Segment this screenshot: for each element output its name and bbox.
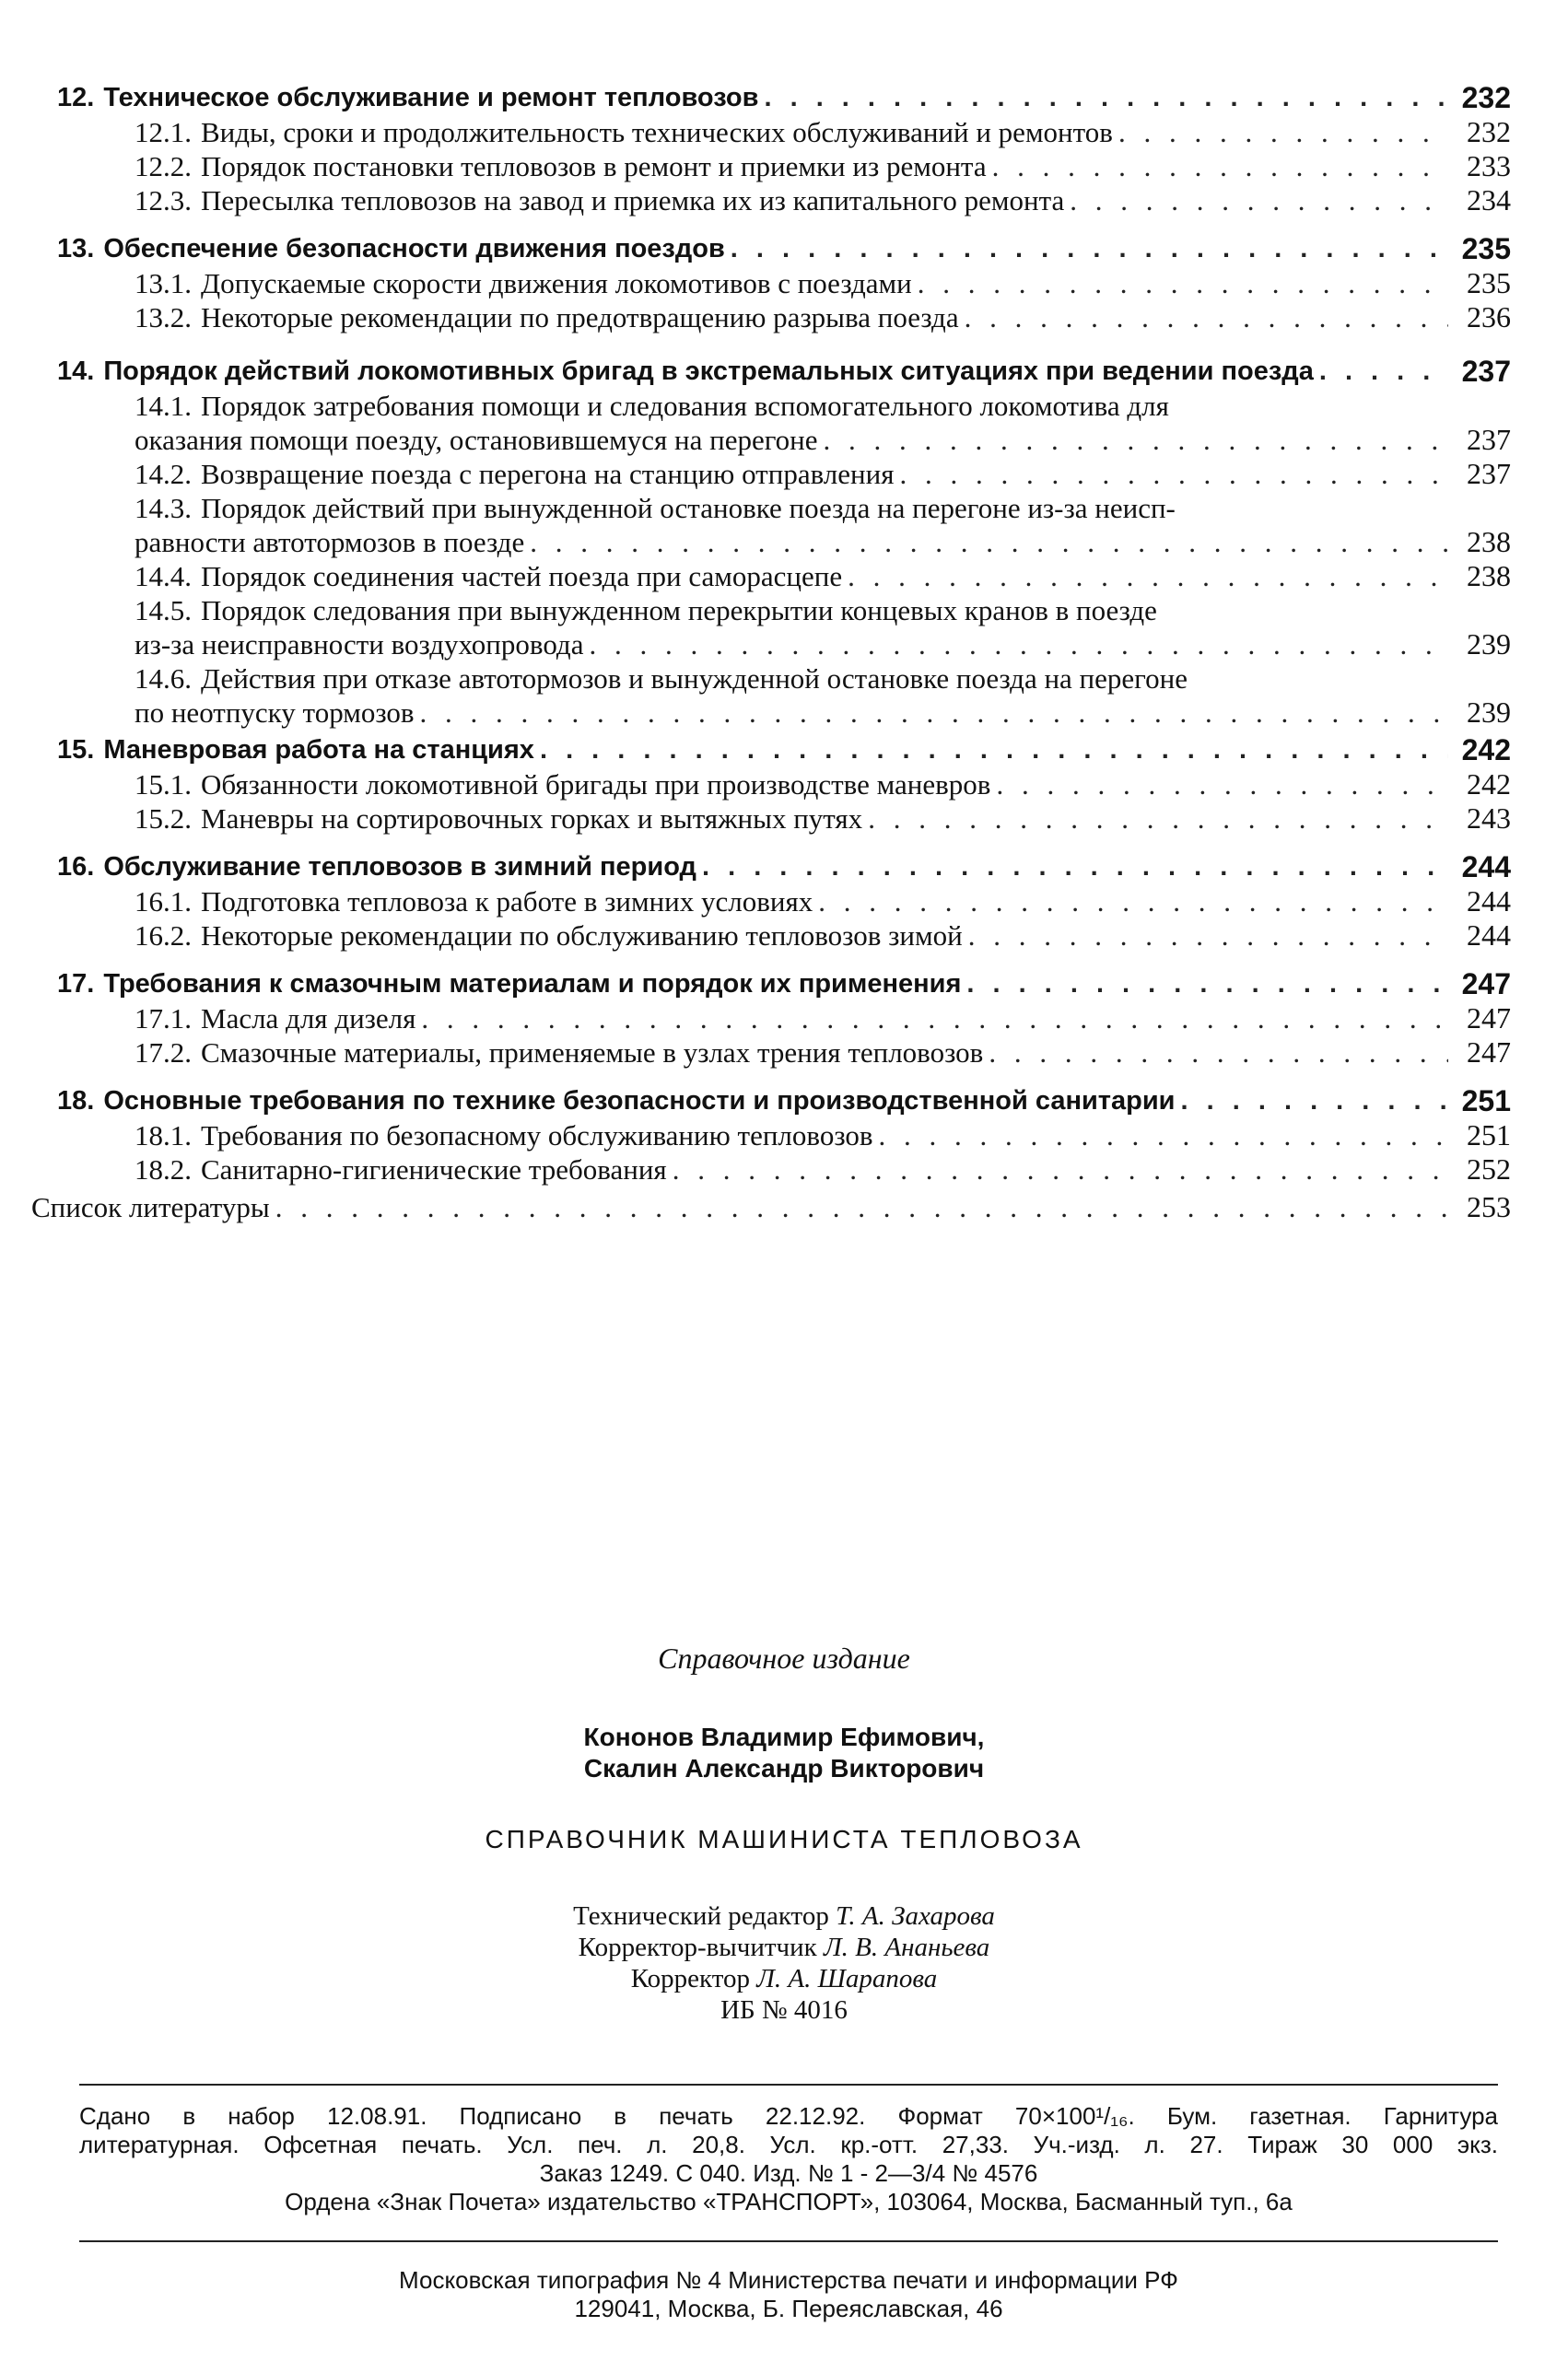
toc-item-16-2 [57, 918, 1511, 953]
toc-item-12-3 [57, 183, 1511, 217]
page-number: 235 [1461, 232, 1511, 265]
item-title: Некоторые рекомендации по предотвращению разрыва поезда [201, 301, 959, 333]
item-number: 14.2. [135, 458, 192, 490]
page-number: 239 [1467, 696, 1511, 729]
staff-name: Л. В. Ананьева [824, 1933, 990, 1962]
toc-chapter-17 [57, 967, 1511, 1001]
toc-item-14-4 [57, 559, 1511, 593]
page-number: 232 [1461, 81, 1511, 114]
item-number: 18.2. [135, 1153, 192, 1186]
author-2: Скалин Александр Викторович [583, 1754, 985, 1783]
staff-role: Технический редактор [573, 1901, 829, 1931]
item-number: 14.5. [135, 594, 192, 626]
leader-dots [1314, 355, 1448, 389]
toc-chapter-18 [57, 1084, 1511, 1118]
item-title: Допускаемые скорости движения локомотивов с поездами [201, 267, 912, 299]
item-title-line2: по неотпуску тормозов [135, 696, 415, 729]
leader-dots [963, 918, 1448, 953]
staff-name: Л. А. Шарапова [756, 1964, 938, 1993]
item-title-line2: из-за неисправности воздухопровода [135, 628, 584, 660]
item-number: 13.2. [135, 301, 192, 333]
item-title: Масла для дизеля [201, 1002, 416, 1035]
item-title-line1: Порядок действий при вынужденной остановке поезда на перегоне из-за неисп- [201, 492, 1176, 524]
item-number: 13.1. [135, 267, 192, 299]
staff-line [0, 1963, 1568, 1994]
item-number: 12.3. [135, 184, 192, 216]
printer-line-1: Московская типография № 4 Министерства печати и информации РФ [399, 2266, 1178, 2294]
chapter-number: 12. [57, 83, 95, 112]
item-number: 14.1. [135, 390, 192, 422]
page-number: 251 [1467, 1118, 1511, 1151]
page-number: 244 [1461, 850, 1511, 883]
toc-item-15-2 [57, 801, 1511, 836]
item-number: 17.1. [135, 1002, 192, 1035]
leader-dots [270, 1190, 1448, 1224]
leader-dots [1176, 1084, 1449, 1118]
imprint-line-2: литературная. Офсетная печать. Усл. печ. л. 20,8. Усл. кр.-отт. 27,33. Уч.-изд. л. 27. Тираж 30 000 экз. [79, 2131, 1498, 2158]
page-number: 237 [1467, 457, 1511, 490]
page-number: 252 [1467, 1152, 1511, 1186]
page-number: 251 [1461, 1084, 1511, 1117]
toc-literature [20, 1190, 1511, 1224]
toc-item-13-1 [57, 266, 1511, 300]
item-title: Возвращение поезда с перегона на станцию отправления [201, 458, 895, 490]
page-number: 242 [1461, 733, 1511, 766]
toc-item-14-3 [57, 491, 1511, 559]
item-number: 14.3. [135, 492, 192, 524]
leader-dots [583, 627, 1448, 661]
item-title: Смазочные материалы, применяемые в узлах трения тепловозов [201, 1036, 984, 1069]
toc-chapter-16 [57, 850, 1511, 884]
item-title: Маневры на сортировочных горках и вытяжных путях [201, 802, 863, 835]
page-number: 238 [1467, 559, 1511, 592]
item-number: 17.2. [135, 1036, 192, 1069]
item-title-line2: оказания помощи поезду, остановившемуся на перегоне [135, 424, 818, 456]
chapter-title: Обслуживание тепловозов в зимний период [103, 852, 696, 882]
leader-dots [818, 423, 1448, 457]
toc-chapter-13 [57, 232, 1511, 266]
page-number: 236 [1467, 300, 1511, 333]
item-number: 16.2. [135, 919, 192, 952]
leader-dots [1113, 115, 1448, 149]
leader-dots [696, 850, 1448, 884]
leader-dots [990, 767, 1448, 801]
chapter-number: 16. [57, 852, 95, 882]
page-number: 232 [1467, 115, 1511, 148]
chapter-title: Требования к смазочным материалам и порядок их применения [103, 969, 962, 999]
toc-chapter-15 [57, 733, 1511, 767]
page-number: 243 [1467, 801, 1511, 835]
page-number: 234 [1467, 183, 1511, 216]
leader-dots [894, 457, 1448, 491]
toc-item-13-2 [57, 300, 1511, 334]
toc-item-14-1 [57, 389, 1511, 457]
leader-dots [524, 525, 1448, 559]
item-title-line1: Порядок затребования помощи и следования вспомогательного локомотива для [201, 390, 1169, 422]
chapter-number: 13. [57, 234, 95, 263]
item-number: 15.2. [135, 802, 192, 835]
item-title: Некоторые рекомендации по обслуживанию тепловозов зимой [201, 919, 963, 952]
chapter-number: 17. [57, 969, 95, 999]
item-number: 14.4. [135, 560, 192, 592]
leader-dots [961, 967, 1448, 1001]
editorial-staff [0, 1900, 1568, 2026]
toc-item-15-1 [57, 767, 1511, 801]
imprint-line-3: Заказ 1249. С 040. Изд. № 1 - 2—3/4 № 4576 [539, 2159, 1038, 2187]
page-number: 247 [1467, 1001, 1511, 1035]
chapter-title: Порядок действий локомотивных бригад в экстремальных ситуациях при ведении поезда [103, 357, 1314, 386]
page-number: 253 [1467, 1190, 1511, 1223]
toc-item-18-2 [57, 1152, 1511, 1186]
leader-dots [1064, 183, 1448, 217]
chapter-title: Маневровая работа на станциях [103, 735, 534, 765]
item-title: Санитарно-гигиенические требования [201, 1153, 667, 1186]
toc-item-17-1 [57, 1001, 1511, 1035]
item-title: Пересылка тепловозов на завод и приемка их из капитального ремонта [201, 184, 1065, 216]
leader-dots [534, 733, 1448, 767]
leader-dots [959, 300, 1448, 334]
toc-item-14-5 [57, 593, 1511, 661]
page-number: 238 [1467, 525, 1511, 558]
item-title: Порядок постановки тепловозов в ремонт и приемки из ремонта [201, 150, 987, 182]
item-number: 12.1. [135, 116, 192, 148]
staff-line [0, 1900, 1568, 1932]
leader-dots [987, 149, 1448, 183]
chapter-title: Основные требования по технике безопасности и производственной санитарии [103, 1086, 1176, 1116]
leader-dots [758, 81, 1448, 115]
leader-dots [873, 1118, 1448, 1152]
page-number: 237 [1461, 355, 1511, 388]
page-number: 237 [1467, 423, 1511, 456]
colophon [0, 1642, 1568, 2026]
table-of-contents [31, 81, 1511, 1224]
item-title: Подготовка тепловоза к работе в зимних условиях [201, 885, 813, 918]
item-title: Требования по безопасному обслуживанию тепловозов [201, 1119, 873, 1151]
item-number: 12.2. [135, 150, 192, 182]
ib-number: ИБ № 4016 [720, 1995, 848, 2025]
staff-role: Корректор-вычитчик [578, 1933, 817, 1962]
leader-dots [725, 232, 1448, 266]
item-title-line2: равности автотормозов в поезде [135, 526, 525, 558]
divider-top [79, 2084, 1498, 2086]
chapter-number: 14. [57, 357, 95, 386]
item-number: 16.1. [135, 885, 192, 918]
chapter-title: Техническое обслуживание и ремонт тепловозов [103, 83, 759, 112]
page-number: 239 [1467, 627, 1511, 660]
item-title-line1: Действия при отказе автотормозов и вынужденной остановке поезда на перегоне [201, 662, 1188, 695]
imprint-line-4: Ордена «Знак Почета» издательство «ТРАНСПОРТ», 103064, Москва, Басманный туп., 6а [285, 2188, 1293, 2215]
leader-dots [912, 266, 1448, 300]
toc-item-14-2 [57, 457, 1511, 491]
leader-dots [415, 1001, 1448, 1035]
item-title-line1: Порядок следования при вынужденном перекрытии концевых кранов в поезде [201, 594, 1157, 626]
leader-dots [862, 801, 1448, 836]
divider-bottom [79, 2240, 1498, 2242]
imprint [79, 2102, 1498, 2216]
literature-title: Список литературы [31, 1191, 270, 1223]
author-1: Кононов Владимир Ефимович, [583, 1723, 985, 1751]
staff-name: Т. А. Захарова [836, 1901, 995, 1931]
leader-dots [813, 884, 1448, 918]
toc-item-16-1 [57, 884, 1511, 918]
page-number: 247 [1461, 967, 1511, 1000]
toc-chapter-12 [57, 81, 1511, 115]
printer-info [79, 2266, 1498, 2323]
chapter-number: 15. [57, 735, 95, 765]
page-number: 242 [1467, 767, 1511, 801]
toc-item-17-2 [57, 1035, 1511, 1070]
page-number: 247 [1467, 1035, 1511, 1069]
chapter-number: 18. [57, 1086, 95, 1116]
page-number: 244 [1467, 918, 1511, 952]
page-number: 235 [1467, 266, 1511, 299]
imprint-line-1: Сдано в набор 12.08.91. Подписано в печать 22.12.92. Формат 70×100¹/₁₆. Бум. газетная. Гарнитура [79, 2102, 1498, 2130]
item-title: Виды, сроки и продолжительность технических обслуживаний и ремонтов [201, 116, 1113, 148]
item-title: Порядок соединения частей поезда при саморасцепе [201, 560, 843, 592]
item-title: Обязанности локомотивной бригады при производстве маневров [201, 768, 991, 801]
leader-dots [415, 696, 1448, 730]
page-number: 244 [1467, 884, 1511, 918]
toc-item-14-6 [57, 661, 1511, 730]
toc-item-18-1 [57, 1118, 1511, 1152]
item-number: 18.1. [135, 1119, 192, 1151]
printer-line-2: 129041, Москва, Б. Переяславская, 46 [574, 2295, 1003, 2322]
edition-genre: Справочное издание [658, 1642, 910, 1675]
toc-chapter-14 [57, 355, 1511, 389]
book-title: СПРАВОЧНИК МАШИНИСТА ТЕПЛОВОЗА [485, 1825, 1083, 1853]
leader-dots [983, 1035, 1448, 1070]
item-number: 15.1. [135, 768, 192, 801]
toc-item-12-2 [57, 149, 1511, 183]
toc-item-12-1 [57, 115, 1511, 149]
staff-line [0, 1932, 1568, 1963]
item-number: 14.6. [135, 662, 192, 695]
staff-role: Корректор [630, 1964, 751, 1993]
leader-dots [667, 1152, 1448, 1186]
leader-dots [842, 559, 1448, 593]
authors [0, 1722, 1568, 1784]
page-number: 233 [1467, 149, 1511, 182]
chapter-title: Обеспечение безопасности движения поездов [103, 234, 725, 263]
